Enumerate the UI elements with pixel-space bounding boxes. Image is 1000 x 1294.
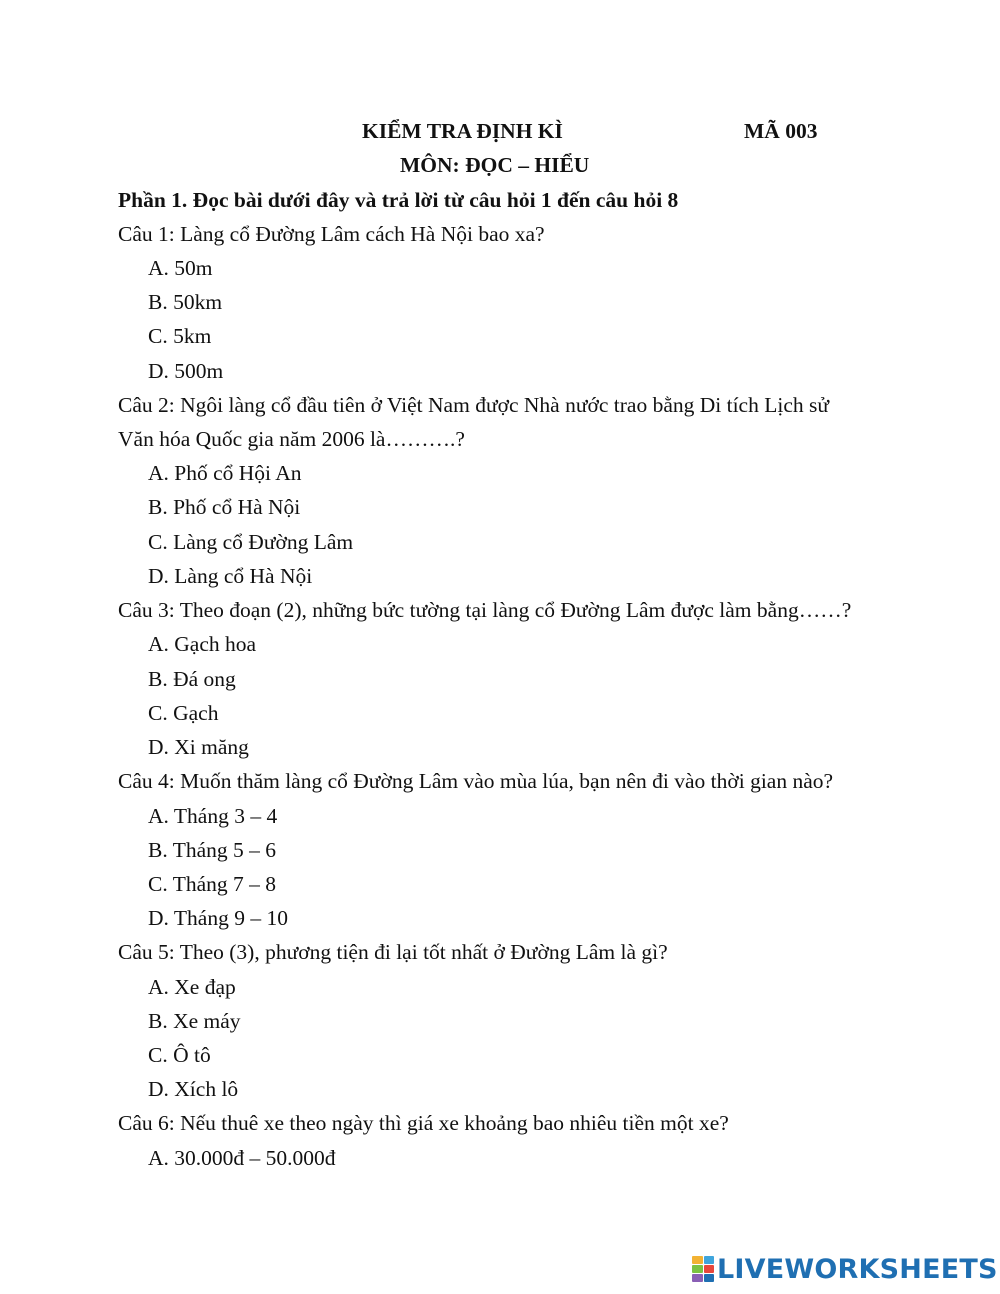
option-2a[interactable]: A. Phố cổ Hội An	[148, 461, 302, 485]
question-6: Câu 6: Nếu thuê xe theo ngày thì giá xe khoảng bao nhiêu tiền một xe?	[118, 1111, 729, 1135]
option-5d[interactable]: D. Xích lô	[148, 1077, 239, 1101]
liveworksheets-logo[interactable]	[692, 1253, 998, 1285]
subject-title: MÔN: ĐỌC – HIỂU	[400, 153, 590, 177]
option-3a[interactable]: A. Gạch hoa	[148, 632, 257, 656]
option-1b[interactable]: B. 50km	[148, 290, 223, 314]
option-3c[interactable]: C. Gạch	[148, 701, 219, 725]
question-2: Câu 2: Ngôi làng cổ đầu tiên ở Việt Nam được Nhà nước trao bằng Di tích Lịch sử	[118, 393, 830, 417]
option-4d[interactable]: D. Tháng 9 – 10	[148, 906, 288, 930]
option-2c[interactable]: C. Làng cổ Đường Lâm	[148, 530, 354, 554]
option-4b[interactable]: B. Tháng 5 – 6	[148, 838, 277, 862]
option-5a[interactable]: A. Xe đạp	[148, 975, 236, 999]
option-2d[interactable]: D. Làng cổ Hà Nội	[148, 564, 313, 588]
option-1d[interactable]: D. 500m	[148, 359, 224, 383]
option-2b[interactable]: B. Phố cổ Hà Nội	[148, 495, 301, 519]
option-3d[interactable]: D. Xi măng	[148, 735, 249, 759]
part-heading: Phần 1. Đọc bài dưới đây và trả lời từ câu hỏi 1 đến câu hỏi 8	[118, 188, 679, 212]
option-1c[interactable]: C. 5km	[148, 324, 212, 348]
option-1a[interactable]: A. 50m	[148, 256, 213, 280]
option-3b[interactable]: B. Đá ong	[148, 667, 236, 691]
option-5c[interactable]: C. Ô tô	[148, 1043, 211, 1067]
option-6a[interactable]: A. 30.000đ – 50.000đ	[148, 1146, 336, 1170]
option-5b[interactable]: B. Xe máy	[148, 1009, 241, 1033]
liveworksheets-logo-icon	[692, 1256, 714, 1282]
option-4c[interactable]: C. Tháng 7 – 8	[148, 872, 277, 896]
option-4a[interactable]: A. Tháng 3 – 4	[148, 804, 278, 828]
question-5: Câu 5: Theo (3), phương tiện đi lại tốt nhất ở Đường Lâm là gì?	[118, 940, 668, 964]
question-4: Câu 4: Muốn thăm làng cổ Đường Lâm vào mùa lúa, bạn nên đi vào thời gian nào?	[118, 769, 834, 793]
logo-text: LIVEWORKSHEETS	[717, 1253, 998, 1285]
exam-code: MÃ 003	[744, 119, 818, 143]
question-3: Câu 3: Theo đoạn (2), những bức tường tại làng cổ Đường Lâm được làm bằng……?	[118, 598, 852, 622]
question-2-continued: Văn hóa Quốc gia năm 2006 là……….?	[118, 427, 465, 451]
page-title: KIỂM TRA ĐỊNH KÌ	[362, 119, 563, 143]
question-1: Câu 1: Làng cổ Đường Lâm cách Hà Nội bao xa?	[118, 222, 545, 246]
